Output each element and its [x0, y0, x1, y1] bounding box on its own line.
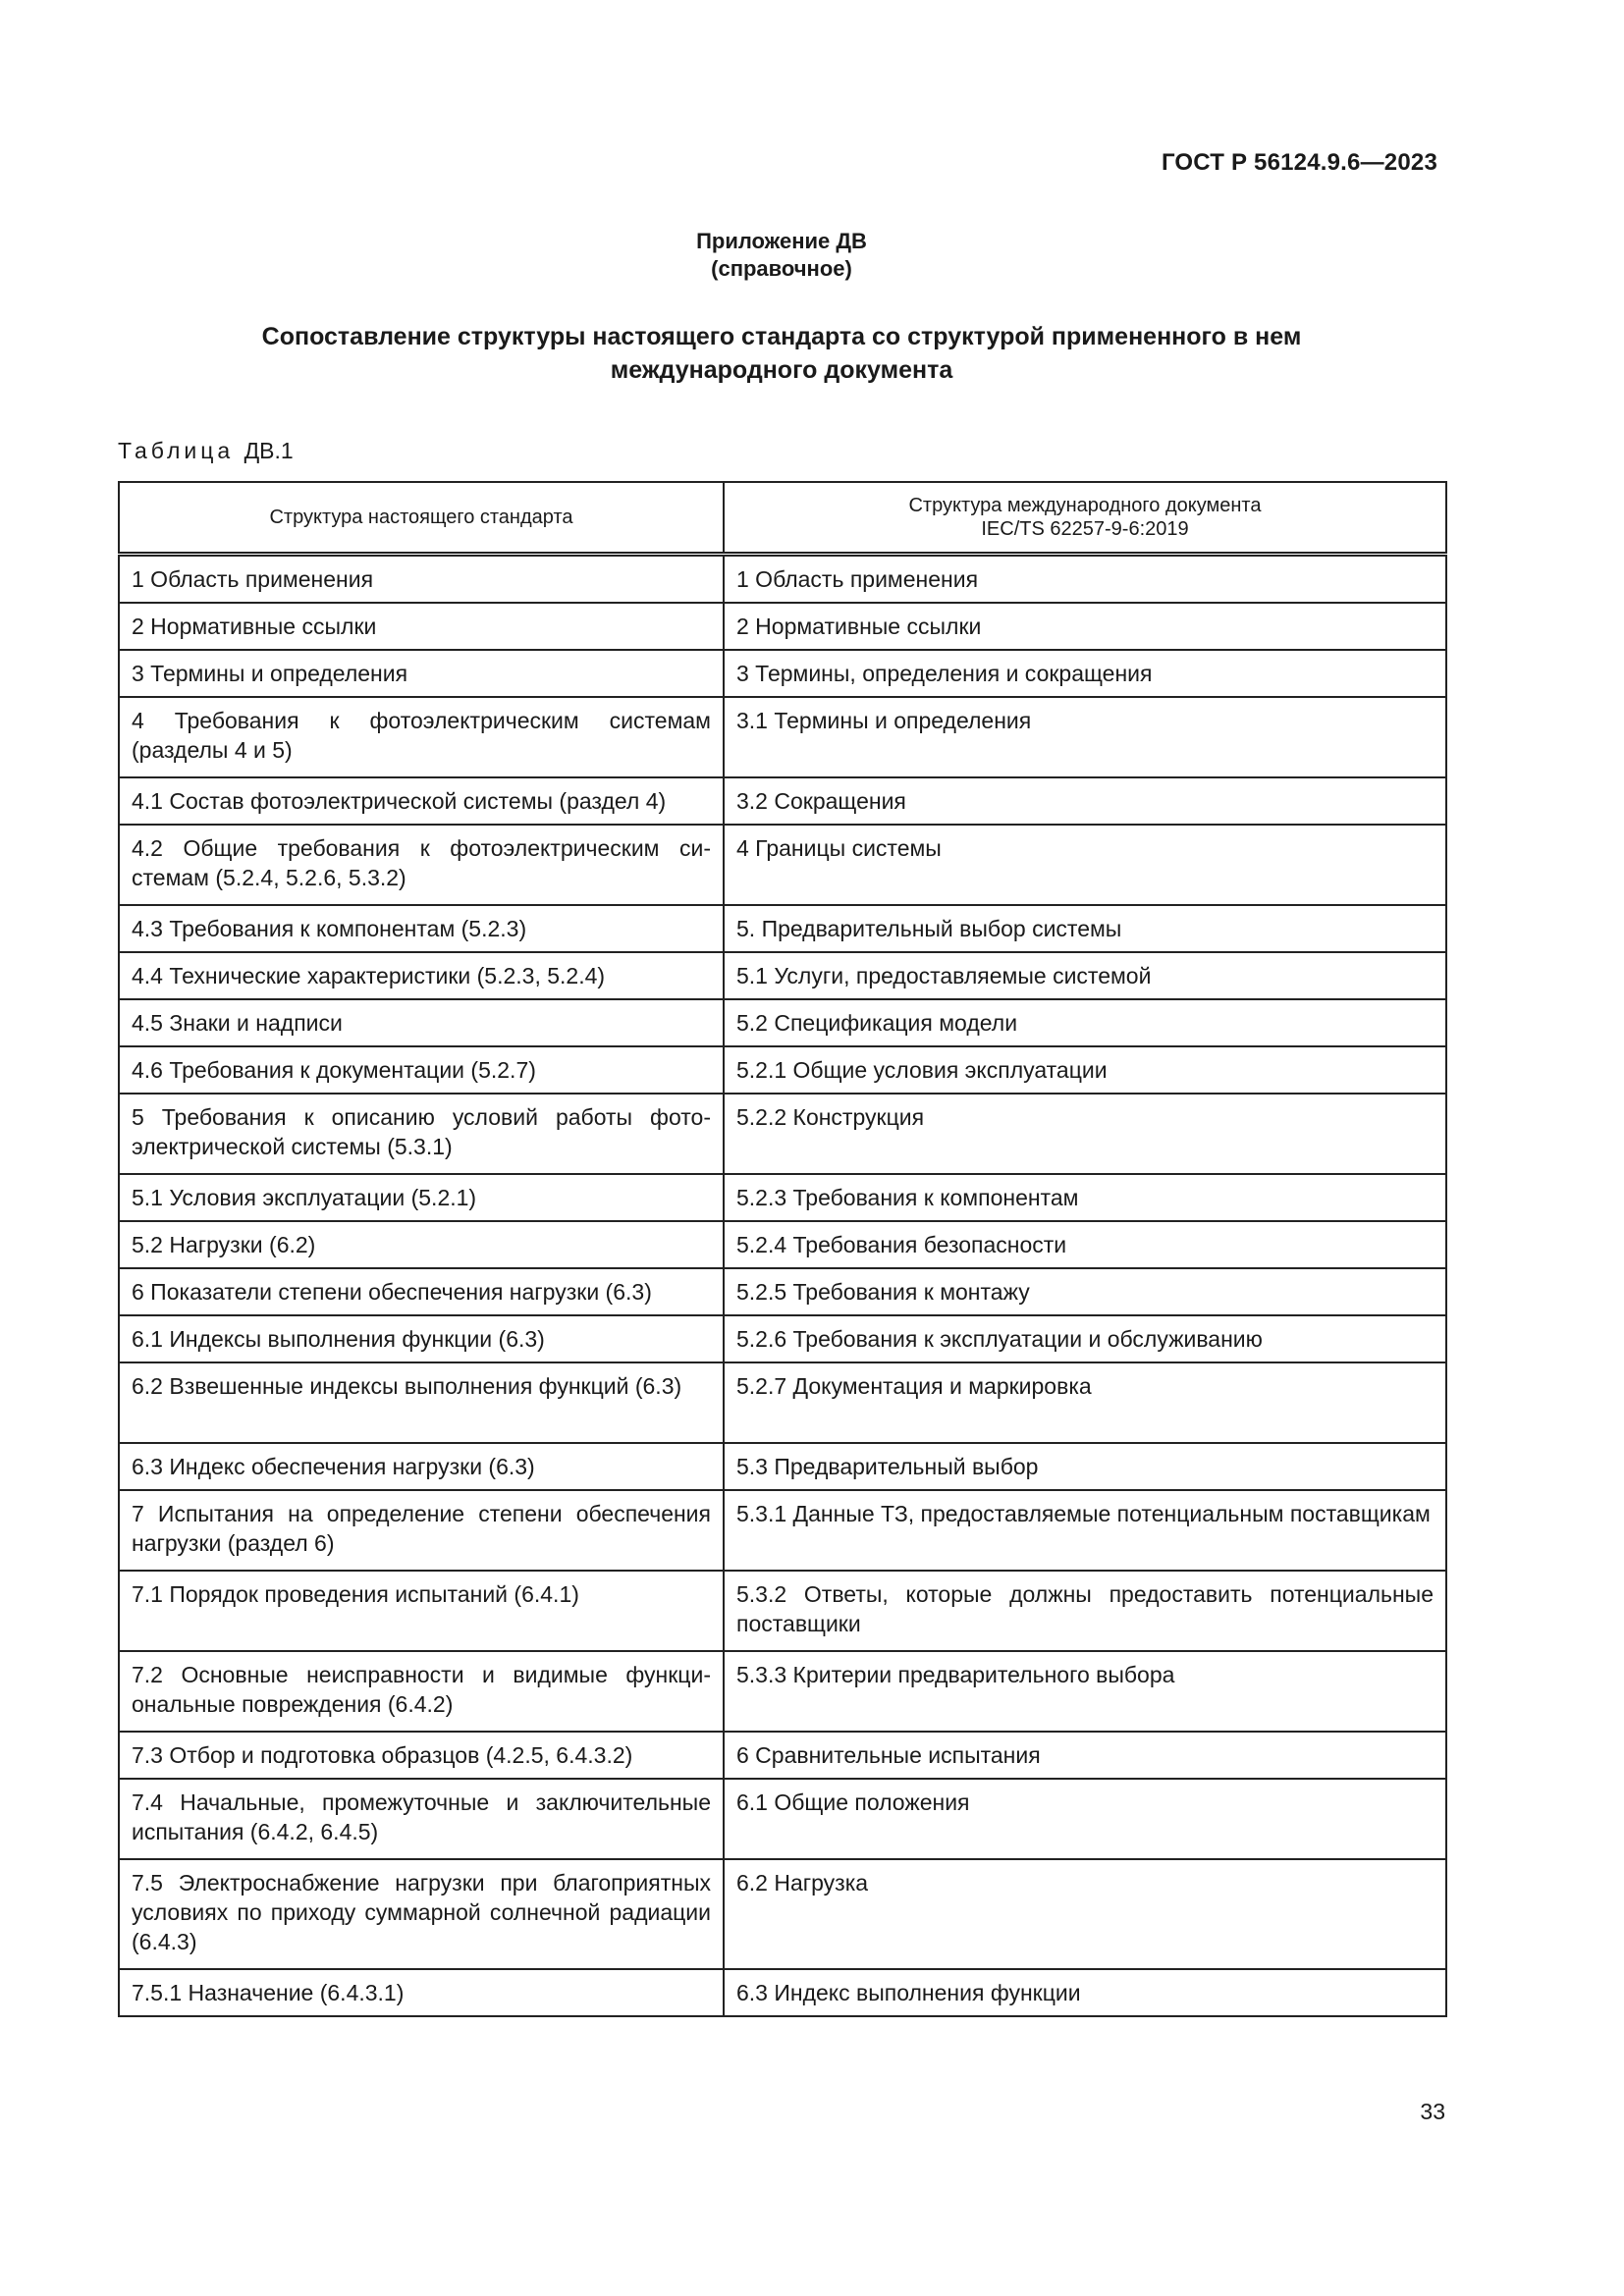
national-structure-cell: 6.3 Индекс обеспечения нагрузки (6.3): [119, 1443, 724, 1490]
table-row: [119, 825, 1446, 905]
main-heading-line-1: Сопоставление структуры настоящего стандарта со структурой примененного в нем: [261, 323, 1302, 350]
column-header-international: [724, 482, 1446, 555]
table-row: [119, 555, 1446, 604]
national-structure-cell: 4.2 Общие требования к фотоэлектрическим системам (5.2.4, 5.2.6, 5.3.2): [119, 825, 724, 905]
national-structure-cell: 5.2 Нагрузки (6.2): [119, 1221, 724, 1268]
international-structure-cell: 5.3.1 Данные ТЗ, предоставляемые потенциальным поставщикам: [724, 1490, 1446, 1571]
international-structure-cell: 5.3.2 Ответы, которые должны предоставить потенциальные поставщики: [724, 1571, 1446, 1651]
international-structure-cell: 6.3 Индекс выполнения функции: [724, 1969, 1446, 2016]
national-structure-cell: 7.5.1 Назначение (6.4.3.1): [119, 1969, 724, 2016]
appendix-title-block: [0, 228, 1563, 283]
international-structure-cell: 5.3 Предварительный выбор: [724, 1443, 1446, 1490]
table-row: [119, 1779, 1446, 1859]
main-heading-line-2: международного документа: [610, 356, 953, 384]
national-structure-cell: 6.1 Индексы выполнения функции (6.3): [119, 1315, 724, 1362]
international-structure-cell: 3.2 Сокращения: [724, 777, 1446, 825]
international-structure-cell: 5.2.1 Общие условия эксплуатации: [724, 1046, 1446, 1094]
international-structure-cell: 5. Предварительный выбор системы: [724, 905, 1446, 952]
table-row: [119, 1315, 1446, 1362]
table-row: [119, 1268, 1446, 1315]
international-structure-cell: 3.1 Термины и определения: [724, 697, 1446, 777]
national-structure-cell: 7.3 Отбор и подготовка образцов (4.2.5, 6.4.3.2): [119, 1732, 724, 1779]
page-number: 33: [1420, 2099, 1445, 2124]
table-row: [119, 952, 1446, 999]
column-header-international-line-1: Структура международного документа: [908, 495, 1262, 516]
international-structure-cell: 5.2.7 Документация и маркировка: [724, 1362, 1446, 1443]
table-caption: [118, 438, 294, 464]
international-structure-cell: 4 Границы системы: [724, 825, 1446, 905]
national-structure-cell: 2 Нормативные ссылки: [119, 603, 724, 650]
international-structure-cell: 5.2.2 Конструкция: [724, 1094, 1446, 1174]
national-structure-cell: 4.3 Требования к компонентам (5.2.3): [119, 905, 724, 952]
table-row: [119, 1174, 1446, 1221]
table-row: [119, 1859, 1446, 1969]
national-structure-cell: 7.1 Порядок проведения испытаний (6.4.1): [119, 1571, 724, 1651]
table-row: [119, 1732, 1446, 1779]
national-structure-cell: 4.1 Состав фотоэлектрической системы (раздел 4): [119, 777, 724, 825]
national-structure-cell: 1 Область применения: [119, 555, 724, 604]
international-structure-cell: 6.1 Общие положения: [724, 1779, 1446, 1859]
international-structure-cell: 5.2.6 Требования к эксплуатации и обслуживанию: [724, 1315, 1446, 1362]
international-structure-cell: 5.2 Спецификация модели: [724, 999, 1446, 1046]
international-structure-cell: 3 Термины, определения и сокращения: [724, 650, 1446, 697]
national-structure-cell: 5.1 Условия эксплуатации (5.2.1): [119, 1174, 724, 1221]
document-id: ГОСТ Р 56124.9.6—2023: [1161, 149, 1437, 176]
international-structure-cell: 5.2.3 Требования к компонентам: [724, 1174, 1446, 1221]
national-structure-cell: 7.4 Начальные, промежуточные и заключительные испытания (6.4.2, 6.4.5): [119, 1779, 724, 1859]
national-structure-cell: 6.2 Взвешенные индексы выполнения функций (6.3): [119, 1362, 724, 1443]
national-structure-cell: 7.5 Электроснабжение нагрузки при благоприятных условиях по приходу суммарной солнечной радиации (6.4.3): [119, 1859, 724, 1969]
national-structure-cell: 3 Термины и определения: [119, 650, 724, 697]
table-row: [119, 1571, 1446, 1651]
table-row: [119, 1490, 1446, 1571]
national-structure-cell: 7.2 Основные неисправности и видимые функциональные повреждения (6.4.2): [119, 1651, 724, 1732]
national-structure-cell: 5 Требования к описанию условий работы фотоэлектрической системы (5.3.1): [119, 1094, 724, 1174]
table-row: [119, 1443, 1446, 1490]
table-header-row: [119, 482, 1446, 555]
international-structure-cell: 5.3.3 Критерии предварительного выбора: [724, 1651, 1446, 1732]
international-structure-cell: 2 Нормативные ссылки: [724, 603, 1446, 650]
national-structure-cell: 4.5 Знаки и надписи: [119, 999, 724, 1046]
appendix-title: Приложение ДВ: [696, 229, 867, 253]
table-row: [119, 697, 1446, 777]
table-row: [119, 905, 1446, 952]
table-row: [119, 999, 1446, 1046]
international-structure-cell: 6.2 Нагрузка: [724, 1859, 1446, 1969]
table-row: [119, 1094, 1446, 1174]
international-structure-cell: 5.2.5 Требования к монтажу: [724, 1268, 1446, 1315]
national-structure-cell: 4.4 Технические характеристики (5.2.3, 5.2.4): [119, 952, 724, 999]
national-structure-cell: 7 Испытания на определение степени обеспечения нагрузки (раздел 6): [119, 1490, 724, 1571]
international-structure-cell: 6 Сравнительные испытания: [724, 1732, 1446, 1779]
table-caption-label: Таблица: [118, 438, 235, 463]
table-row: [119, 1362, 1446, 1443]
column-header-international-line-2: IEC/TS 62257-9-6:2019: [981, 518, 1189, 540]
national-structure-cell: 6 Показатели степени обеспечения нагрузки (6.3): [119, 1268, 724, 1315]
column-header-national: Структура настоящего стандарта: [119, 482, 724, 555]
international-structure-cell: 1 Область применения: [724, 555, 1446, 604]
table-row: [119, 1651, 1446, 1732]
table-row: [119, 650, 1446, 697]
national-structure-cell: 4.6 Требования к документации (5.2.7): [119, 1046, 724, 1094]
appendix-subtitle: (справочное): [711, 256, 852, 281]
comparison-table: [118, 481, 1447, 2017]
main-heading: [118, 320, 1445, 387]
national-structure-cell: 4 Требования к фотоэлектрическим системам (разделы 4 и 5): [119, 697, 724, 777]
table-row: [119, 603, 1446, 650]
international-structure-cell: 5.2.4 Требования безопасности: [724, 1221, 1446, 1268]
table-row: [119, 1969, 1446, 2016]
table-row: [119, 1046, 1446, 1094]
table-row: [119, 1221, 1446, 1268]
international-structure-cell: 5.1 Услуги, предоставляемые системой: [724, 952, 1446, 999]
table-caption-number: ДВ.1: [244, 438, 294, 463]
table-row: [119, 777, 1446, 825]
